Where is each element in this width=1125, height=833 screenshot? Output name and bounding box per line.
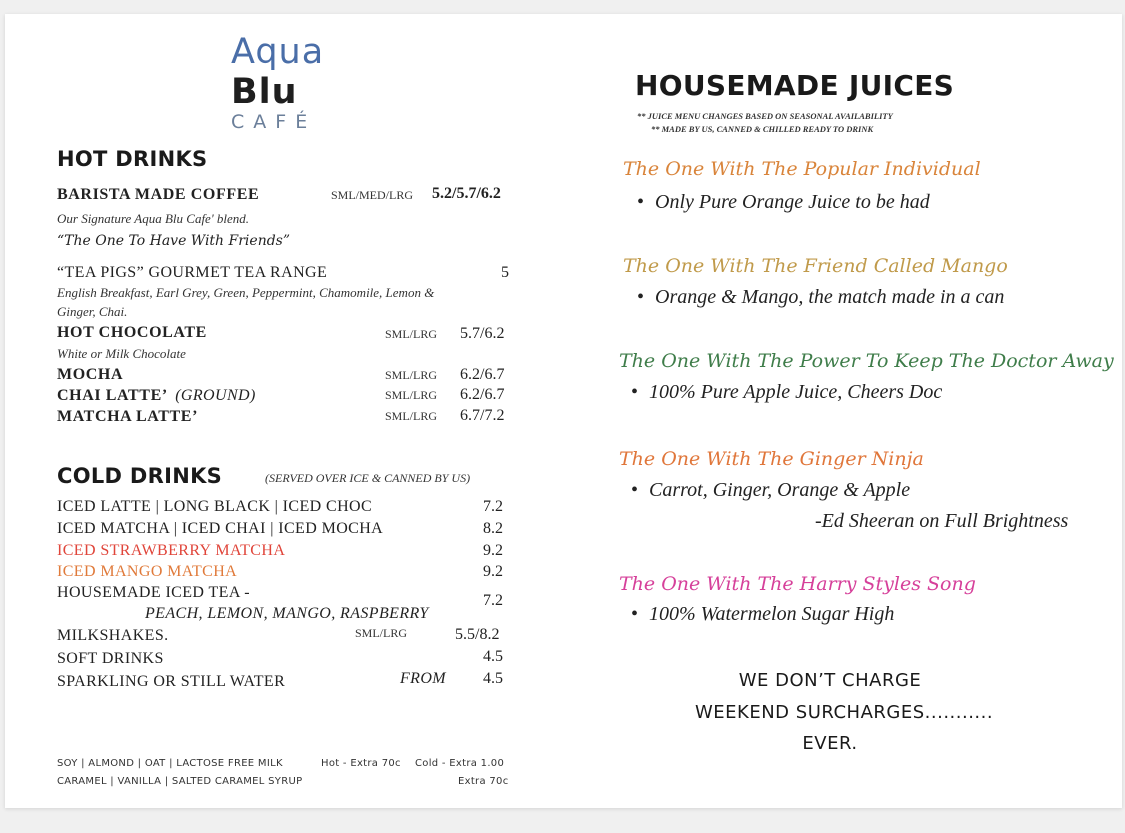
cold-item-0-price: 7.2: [483, 498, 503, 515]
cold-item-0-name: ICED LATTE | LONG BLACK | ICED CHOC: [57, 498, 373, 515]
hot-chocolate-price: 5.7/6.2: [460, 325, 505, 342]
milk-options: SOY | ALMOND | OAT | LACTOSE FREE MILK: [57, 758, 283, 769]
hot-chocolate-sizes: SML/LRG: [385, 327, 438, 341]
matcha-latte-sizes: SML/LRG: [385, 409, 438, 423]
matcha-latte-price: 6.7/7.2: [460, 407, 505, 424]
juices-heading: HOUSEMADE JUICES: [635, 69, 955, 102]
tea-desc-line2: Ginger, Chai.: [57, 304, 128, 319]
juice-3-desc: Carrot, Ginger, Orange & Apple: [649, 479, 911, 501]
tea-name: “TEA PIGS” GOURMET TEA RANGE: [57, 264, 328, 281]
juice-3-line: [631, 479, 910, 502]
matcha-latte-name: MATCHA LATTE’: [57, 408, 198, 425]
hot-chocolate-name: HOT CHOCOLATE: [57, 324, 207, 341]
juice-1-bullet: •: [637, 286, 645, 308]
water-price: 4.5: [483, 670, 503, 687]
soft-drinks-name: SOFT DRINKS: [57, 650, 164, 667]
water-name: SPARKLING OR STILL WATER: [57, 673, 286, 690]
coffee-sizes: SML/MED/LRG: [331, 188, 414, 202]
closing-line-1: WE DON’T CHARGE: [738, 670, 922, 691]
tea-price: 5: [501, 264, 509, 281]
mocha-name: MOCHA: [57, 366, 124, 383]
coffee-name: BARISTA MADE COFFEE: [57, 186, 260, 203]
juice-4-title: The One With The Harry Styles Song: [619, 573, 976, 595]
juice-3-extra: -Ed Sheeran on Full Brightness: [815, 510, 1069, 532]
milkshakes-price: 5.5/8.2: [455, 626, 500, 643]
juice-0-title: The One With The Popular Individual: [623, 158, 981, 180]
iced-tea-flavours: PEACH, LEMON, MANGO, RASPBERRY: [145, 605, 429, 622]
juice-2-bullet: •: [631, 381, 639, 403]
juice-1-title: The One With The Friend Called Mango: [623, 255, 1008, 277]
milk-cold-price: Cold - Extra 1.00: [415, 758, 505, 769]
mocha-price: 6.2/6.7: [460, 366, 505, 383]
juices-note-2: ** MADE BY US, CANNED & CHILLED READY TO DRINK: [651, 124, 874, 134]
soft-drinks-price: 4.5: [483, 648, 503, 665]
syrup-price: Extra 70c: [458, 776, 509, 787]
cold-drinks-heading: COLD DRINKS: [57, 464, 223, 488]
juice-2-desc: 100% Pure Apple Juice, Cheers Doc: [649, 381, 943, 403]
cold-item-3-name: ICED MANGO MATCHA: [57, 563, 238, 580]
cold-drinks-note: (SERVED OVER ICE & CANNED BY US): [265, 471, 471, 485]
chai-latte-price: 6.2/6.7: [460, 386, 505, 403]
hot-chocolate-desc: White or Milk Chocolate: [57, 346, 186, 361]
milkshakes-sizes: SML/LRG: [355, 626, 408, 640]
iced-tea-price: 7.2: [483, 592, 503, 609]
juice-1-desc: Orange & Mango, the match made in a can: [655, 286, 1005, 308]
juice-0-desc: Only Pure Orange Juice to be had: [655, 191, 930, 213]
chai-latte-sizes: SML/LRG: [385, 388, 438, 402]
chai-latte-note: (GROUND): [175, 387, 256, 404]
juice-0-bullet: •: [637, 191, 645, 213]
coffee-price: 5.2/5.7/6.2: [432, 185, 501, 202]
chai-latte-name: [57, 387, 256, 405]
juice-3-title: The One With The Ginger Ninja: [619, 448, 924, 470]
milk-hot-price: Hot - Extra 70c: [321, 758, 401, 769]
hot-drinks-heading: HOT DRINKS: [57, 147, 208, 171]
milkshakes-name: MILKSHAKES.: [57, 627, 169, 644]
juice-2-title: The One With The Power To Keep The Doctor Away: [619, 350, 1114, 372]
water-from: FROM: [400, 670, 447, 687]
juice-3-bullet: •: [631, 479, 639, 501]
tea-desc-line1: English Breakfast, Earl Grey, Green, Peppermint, Chamomile, Lemon &: [57, 285, 435, 300]
coffee-desc: Our Signature Aqua Blu Cafe' blend.: [57, 211, 249, 226]
closing-line-3: EVER.: [802, 733, 858, 754]
logo-cafe: CAFÉ: [231, 111, 317, 133]
juices-note-1: ** JUICE MENU CHANGES BASED ON SEASONAL AVAILABILITY: [637, 111, 893, 121]
juice-2-line: [631, 381, 942, 404]
mocha-sizes: SML/LRG: [385, 368, 438, 382]
juice-0-line: [637, 191, 930, 214]
menu-page: [5, 14, 1122, 808]
cold-item-1-name: ICED MATCHA | ICED CHAI | ICED MOCHA: [57, 520, 384, 537]
closing-line-2: WEEKEND SURCHARGES...........: [695, 702, 994, 723]
cold-item-2-name: ICED STRAWBERRY MATCHA: [57, 542, 286, 559]
logo-blu: Blu: [231, 72, 298, 112]
juice-4-line: [631, 603, 894, 626]
juice-4-bullet: •: [631, 603, 639, 625]
cold-item-1-price: 8.2: [483, 520, 503, 537]
logo-aqua: Aqua: [231, 32, 325, 72]
cold-item-2-price: 9.2: [483, 542, 503, 559]
iced-tea-name: HOUSEMADE ICED TEA -: [57, 584, 251, 601]
chai-latte-label: CHAI LATTE’: [57, 387, 167, 404]
juice-4-desc: 100% Watermelon Sugar High: [649, 603, 895, 625]
juice-1-line: [637, 286, 1004, 309]
coffee-tagline: “The One To Have With Friends”: [57, 233, 291, 249]
syrup-options: CARAMEL | VANILLA | SALTED CARAMEL SYRUP: [57, 776, 303, 787]
cold-item-3-price: 9.2: [483, 563, 503, 580]
